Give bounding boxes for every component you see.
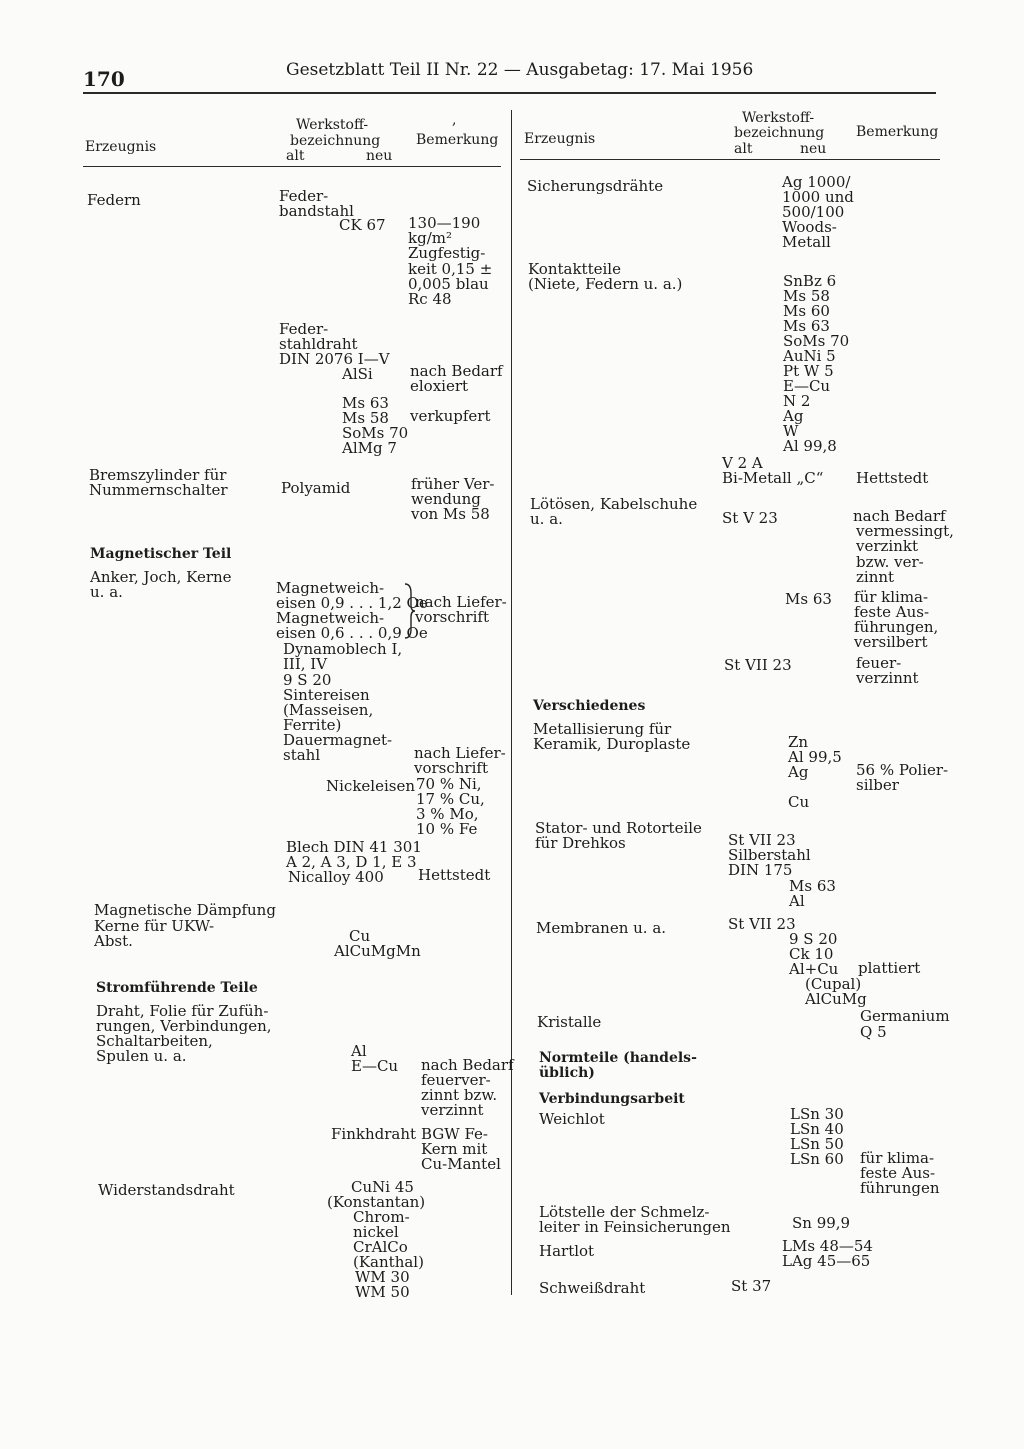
remark-e-cu: zinnt bzw. — [421, 1086, 498, 1104]
entry-lag: LAg 45—65 — [782, 1252, 871, 1270]
entry-dynamoblech: Dynamoblech I, — [283, 640, 403, 658]
left-col-remark-mark: , — [452, 112, 457, 128]
entry-hartlot: Hartlot — [539, 1242, 595, 1260]
entry-stator-rotor: Stator- und Rotorteile — [535, 819, 702, 837]
entry-stvii23-c: St VII 23 — [728, 915, 796, 933]
entry-dauermagnetstahl-2: stahl — [283, 746, 321, 764]
section-verbindungsarbeit: Verbindungsarbeit — [539, 1091, 685, 1107]
entry-weichlot: Weichlot — [539, 1110, 605, 1128]
remark-alsi: eloxiert — [410, 377, 469, 395]
entry-dauermagnetstahl: Dauermagnet- — [283, 731, 393, 749]
header-rule — [83, 92, 936, 94]
entry-kontaktteile: Kontaktteile — [528, 260, 621, 278]
remark-stv23: zinnt — [856, 568, 895, 586]
left-col-new: neu — [366, 148, 393, 164]
entry-ms63: Ms 63 — [783, 317, 830, 335]
entry-daempfung: Magnetische Dämpfung — [94, 901, 276, 919]
entry-ag-2: Ag — [788, 763, 809, 781]
remark-ms63-b: für klima- — [854, 588, 929, 606]
entry-blech-2: A 2, A 3, D 1, E 3 — [286, 853, 417, 871]
entry-kristalle: Kristalle — [537, 1013, 602, 1031]
remark-magnetweicheisen: vorschrift — [415, 608, 489, 626]
entry-magnetweicheisen-1: Magnetweich- — [276, 579, 385, 597]
entry-ms63-c: Ms 63 — [789, 877, 836, 895]
entry-cuni45: CuNi 45 — [351, 1178, 414, 1196]
right-col-old: alt — [734, 141, 753, 157]
remark-nickeleisen: 3 % Mo, — [416, 805, 479, 823]
entry-cu: Cu — [788, 793, 810, 811]
remark-ms63-b: feste Aus- — [854, 603, 930, 621]
left-col-old: alt — [286, 148, 305, 164]
remark-finkhdraht: Kern mit — [421, 1140, 488, 1158]
entry-e-cu: E—Cu — [351, 1057, 399, 1075]
remark-lsn60: führungen — [860, 1179, 940, 1197]
entry-kanthal: (Kanthal) — [353, 1253, 424, 1271]
right-header-rule — [520, 159, 940, 160]
entry-draht-folie-2: rungen, Verbindungen, — [96, 1017, 272, 1035]
entry-soms70: SoMs 70 — [783, 332, 850, 350]
entry-metallisierung-2: Keramik, Duroplaste — [533, 735, 691, 753]
entry-bremszylinder: Bremszylinder für — [89, 466, 227, 484]
brace-icon — [402, 583, 416, 639]
entry-kontaktteile-2: (Niete, Federn u. a.) — [528, 275, 683, 293]
entry-draht-folie: Draht, Folie für Zufüh- — [96, 1002, 269, 1020]
entry-9s20: 9 S 20 — [789, 930, 838, 948]
entry-draht-folie-4: Spulen u. a. — [96, 1047, 187, 1065]
entry-sintereisen-3: Ferrite) — [283, 716, 342, 734]
entry-silberstahl: Silberstahl — [728, 846, 811, 864]
entry-almg7: AlMg 7 — [342, 439, 397, 457]
remark-ck67: keit 0,15 ± — [408, 260, 493, 278]
section-normteile-2: üblich) — [539, 1065, 595, 1081]
page-header-title: Gesetzblatt Teil II Nr. 22 — Ausgabetag: 17. Mai 1956 — [286, 60, 754, 80]
entry-chromnickel: Chrom- — [353, 1208, 410, 1226]
entry-st37: St 37 — [731, 1277, 772, 1295]
entry-cralco: CrAlCo — [353, 1238, 408, 1256]
remark-e-cu: verzinnt — [421, 1101, 484, 1119]
entry-ptw5: Pt W 5 — [783, 362, 834, 380]
entry-anker-2: u. a. — [90, 583, 123, 601]
entry-widerstandsdraht: Widerstandsdraht — [98, 1181, 235, 1199]
right-col-material: Werkstoff- — [742, 110, 815, 126]
entry-9s20: 9 S 20 — [283, 671, 332, 689]
entry-lms: LMs 48—54 — [782, 1237, 873, 1255]
left-col-remark: Bemerkung — [416, 132, 499, 148]
remark-magnetweicheisen: nach Liefer- — [415, 593, 507, 611]
entry-auni5: AuNi 5 — [783, 347, 836, 365]
entry-sich-new: Ag 1000/ — [782, 173, 851, 191]
entry-snbz6: SnBz 6 — [783, 272, 837, 290]
remark-e-cu: feuerver- — [421, 1071, 491, 1089]
remark-ms58: verkupfert — [410, 407, 491, 425]
remark-lsn60: feste Aus- — [860, 1164, 936, 1182]
entry-ms63-b: Ms 63 — [785, 590, 832, 608]
entry-anker: Anker, Joch, Kerne — [90, 568, 232, 586]
entry-federn: Federn — [87, 191, 141, 209]
entry-e-cu: E—Cu — [783, 377, 831, 395]
entry-schweissdraht: Schweißdraht — [539, 1279, 646, 1297]
entry-bimetall: Bi-Metall „C“ — [722, 469, 824, 487]
entry-al995: Al 99,5 — [788, 748, 842, 766]
remark-stv23: verzinkt — [856, 537, 918, 555]
remark-al-cu: plattiert — [858, 959, 921, 977]
remark-lsn60: für klima- — [860, 1149, 935, 1167]
entry-cupal: (Cupal) — [805, 975, 862, 993]
entry-alcumg: AlCuMg — [805, 990, 867, 1008]
section-verschiedenes: Verschiedenes — [533, 698, 646, 714]
entry-soms70: SoMs 70 — [342, 424, 409, 442]
entry-loetoesen-2: u. a. — [530, 510, 563, 528]
entry-al-cu: Al+Cu — [789, 960, 839, 978]
entry-sn999: Sn 99,9 — [792, 1214, 851, 1232]
left-header-rule — [83, 166, 501, 167]
entry-lsn30: LSn 30 — [790, 1105, 844, 1123]
entry-sich-new: Metall — [782, 233, 831, 251]
section-magnetischer-teil: Magnetischer Teil — [90, 546, 232, 562]
entry-ms63: Ms 63 — [342, 394, 389, 412]
entry-zn: Zn — [788, 733, 809, 751]
remark-stvii23: feuer- — [856, 654, 902, 672]
entry-lsn50: LSn 50 — [790, 1135, 844, 1153]
entry-germanium: Germanium — [860, 1007, 950, 1025]
right-col-product: Erzeugnis — [524, 131, 596, 147]
entry-loetstelle: Lötstelle der Schmelz- — [539, 1203, 710, 1221]
entry-ms60: Ms 60 — [783, 302, 830, 320]
remark-e-cu: nach Bedarf — [421, 1056, 514, 1074]
entry-sich-new: 1000 und — [782, 188, 854, 206]
entry-blech: Blech DIN 41 301 — [286, 838, 422, 856]
entry-al: Al — [351, 1042, 367, 1060]
entry-daempfung-3: Abst. — [94, 932, 133, 950]
remark-nicalloy: Hettstedt — [418, 866, 491, 884]
right-col-remark: Bemerkung — [856, 124, 939, 140]
left-col-material: Werkstoff- — [296, 117, 369, 133]
entry-wm30: WM 30 — [355, 1268, 410, 1286]
entry-cu: Cu — [349, 927, 371, 945]
left-col-product: Erzeugnis — [85, 139, 157, 155]
entry-polyamid: Polyamid — [281, 479, 351, 497]
entry-din175: DIN 175 — [728, 861, 793, 879]
entry-metallisierung: Metallisierung für — [533, 720, 672, 738]
entry-federstahldraht: Feder- — [279, 320, 329, 338]
entry-al998: Al 99,8 — [783, 437, 837, 455]
remark-ms63-b: führungen, — [854, 618, 939, 636]
section-normteile: Normteile (handels- — [539, 1050, 697, 1066]
entry-magnetweicheisen-1b: eisen 0,9 . . . 1,2 Oe — [276, 594, 428, 612]
remark-nickeleisen: 10 % Fe — [416, 820, 478, 838]
entry-draht-folie-3: Schaltarbeiten, — [96, 1032, 213, 1050]
page-number: 170 — [83, 67, 125, 91]
entry-alsi: AlSi — [342, 365, 373, 383]
entry-magnetweicheisen-2b: eisen 0,6 . . . 0,9 Oe — [276, 624, 428, 642]
entry-sintereisen: Sintereisen — [283, 686, 370, 704]
entry-ag: Ag — [783, 407, 804, 425]
remark-ms63-b: versilbert — [854, 633, 928, 651]
remark-ck67: Zugfestig- — [408, 244, 486, 262]
remark-finkhdraht: Cu-Mantel — [421, 1155, 501, 1173]
remark-ag-2: 56 % Polier- — [856, 761, 949, 779]
entry-ms58: Ms 58 — [342, 409, 389, 427]
section-stromfuehrende-teile: Stromführende Teile — [96, 980, 258, 996]
entry-stvii23: St VII 23 — [724, 656, 792, 674]
remark-nickeleisen: 17 % Cu, — [416, 790, 485, 808]
entry-n2: N 2 — [783, 392, 811, 410]
entry-v2a: V 2 A — [722, 454, 763, 472]
remark-ck67: 130—190 — [408, 214, 481, 232]
entry-wm50: WM 50 — [355, 1283, 410, 1301]
entry-chromnickel-2: nickel — [353, 1223, 399, 1241]
entry-ck10: Ck 10 — [789, 945, 834, 963]
entry-alcumgmn: AlCuMgMn — [334, 942, 421, 960]
entry-stvii23-b: St VII 23 — [728, 831, 796, 849]
remark-nickeleisen: 70 % Ni, — [416, 775, 482, 793]
remark-alsi: nach Bedarf — [410, 362, 503, 380]
entry-stator-rotor-2: für Drehkos — [535, 834, 626, 852]
right-col-material-2: bezeichnung — [734, 125, 825, 141]
entry-stv23: St V 23 — [722, 509, 778, 527]
entry-bremszylinder-2: Nummernschalter — [89, 481, 228, 499]
entry-sich-new: Woods- — [782, 218, 837, 236]
remark-ck67: kg/m² — [408, 229, 452, 247]
remark-stvii23: verzinnt — [856, 669, 919, 687]
entry-nickeleisen: Nickeleisen — [326, 777, 415, 795]
entry-federstahldraht-2: stahldraht — [279, 335, 358, 353]
entry-nicalloy: Nicalloy 400 — [288, 868, 384, 886]
entry-konstantan: (Konstantan) — [327, 1193, 426, 1211]
column-divider — [511, 110, 512, 1295]
entry-loetoesen: Lötösen, Kabelschuhe — [530, 495, 698, 513]
entry-federbandstahl-2: bandstahl — [279, 202, 354, 220]
remark-stv23: bzw. ver- — [856, 553, 924, 571]
remark-stv23: nach Bedarf — [853, 507, 946, 525]
entry-membranen: Membranen u. a. — [536, 919, 667, 937]
entry-sicherungsdraehte: Sicherungsdrähte — [527, 177, 664, 195]
entry-federbandstahl: Feder- — [279, 187, 329, 205]
remark-ck67: 0,005 blau — [408, 275, 489, 293]
entry-al: Al — [789, 892, 805, 910]
entry-dynamoblech-2: III, IV — [283, 655, 328, 673]
remark-polyamid: von Ms 58 — [411, 505, 490, 523]
entry-din2076: DIN 2076 I—V — [279, 350, 390, 368]
entry-ck67: CK 67 — [339, 216, 386, 234]
left-col-material-2: bezeichnung — [290, 133, 381, 149]
remark-ag-2: silber — [856, 776, 899, 794]
entry-w: W — [783, 422, 799, 440]
remark-bimetall: Hettstedt — [856, 469, 929, 487]
remark-dauermagnetstahl: nach Liefer- — [414, 744, 506, 762]
entry-lsn40: LSn 40 — [790, 1120, 844, 1138]
remark-stv23: vermessingt, — [856, 522, 954, 540]
remark-polyamid: früher Ver- — [411, 475, 495, 493]
remark-finkhdraht: BGW Fe- — [421, 1125, 489, 1143]
remark-ck67: Rc 48 — [408, 290, 452, 308]
entry-magnetweicheisen-2: Magnetweich- — [276, 609, 385, 627]
entry-sintereisen-2: (Masseisen, — [283, 701, 374, 719]
entry-daempfung-2: Kerne für UKW- — [94, 917, 215, 935]
entry-q5: Q 5 — [860, 1023, 887, 1041]
entry-lsn60: LSn 60 — [790, 1150, 844, 1168]
entry-finkhdraht: Finkhdraht — [331, 1125, 417, 1143]
remark-dauermagnetstahl: vorschrift — [414, 759, 488, 777]
entry-ms58: Ms 58 — [783, 287, 830, 305]
right-col-new: neu — [800, 141, 827, 157]
entry-sich-new: 500/100 — [782, 203, 845, 221]
entry-loetstelle-2: leiter in Feinsicherungen — [539, 1218, 731, 1236]
remark-polyamid: wendung — [411, 490, 481, 508]
